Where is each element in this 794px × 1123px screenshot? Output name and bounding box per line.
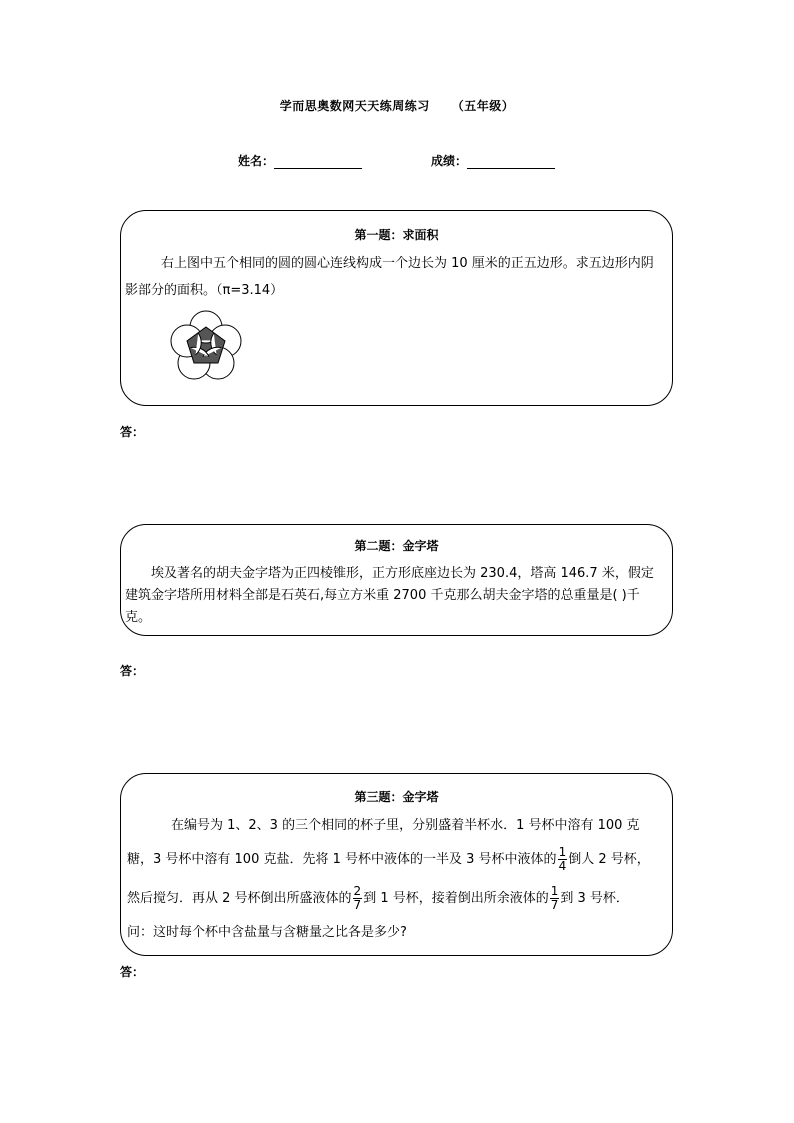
- question-3-line-2: [127, 846, 667, 874]
- grade-label: （五年级）: [451, 99, 515, 113]
- question-1-box: [120, 210, 673, 406]
- fraction-2-numerator: 2: [353, 884, 362, 898]
- title-text: 学而思奥数网天天练周练习: [279, 99, 430, 113]
- fraction-two-sevenths: [353, 885, 363, 912]
- question-1-text: 右上图中五个相同的圆的圆心连线构成一个边长为 10 厘米的正五边形。求五边形内阴影部分的面积。（π=3.14）: [125, 256, 654, 298]
- page-title: [0, 97, 794, 114]
- line-3-text-b: 到 1 号杯，接着倒出所余液体的: [363, 891, 549, 906]
- question-3-line-4: 问：这时每个杯中含盐量与含糖量之比各是多少?: [127, 925, 407, 940]
- score-blank[interactable]: [467, 155, 555, 169]
- name-field: [238, 150, 362, 169]
- answer-1-label: 答：: [120, 425, 145, 439]
- line-2-text-b: 倒人 2 号杯，: [568, 852, 650, 867]
- question-3-line-1: 在编号为 1、2、3 的三个相同的杯子里，分别盛着半杯水．1 号杯中溶有 100 克: [171, 818, 640, 833]
- fraction-1-denominator: 4: [558, 859, 567, 873]
- answer-2-label: 答：: [120, 664, 145, 678]
- name-blank[interactable]: [274, 155, 362, 169]
- question-1-title: 第一题：求面积: [354, 228, 439, 242]
- line-3-text-c: 到 3 号杯．: [560, 891, 629, 906]
- question-3-line-3: [127, 885, 667, 913]
- question-2-title: 第二题：金字塔: [354, 539, 439, 553]
- question-2-text: 埃及著名的胡夫金字塔为正四棱锥形，正方形底座边长为 230.4，塔高 146.7 米，假定建筑金字塔所用材料全部是石英石,每立方米重 2700 千克那么胡夫金字塔的总重量是( )千克。: [125, 566, 654, 625]
- fraction-1-numerator: 1: [558, 845, 567, 859]
- question-3-box: [120, 773, 673, 956]
- fraction-one-quarter: [558, 846, 568, 873]
- answer-3-label: 答：: [120, 965, 145, 979]
- line-2-text-a: 糖，3 号杯中溶有 100 克盐．先将 1 号杯中液体的一半及 3 号杯中液体的: [127, 852, 557, 867]
- pentagon-circles-figure: [169, 307, 245, 387]
- line-3-text-a: 然后搅匀．再从 2 号杯倒出所盛液体的: [127, 891, 352, 906]
- question-3-title: 第三题：金字塔: [354, 790, 439, 804]
- name-label: 姓名：: [238, 154, 275, 168]
- fraction-3-denominator: 7: [550, 898, 559, 912]
- score-field: [431, 150, 555, 169]
- fraction-3-numerator: 1: [550, 884, 559, 898]
- fraction-2-denominator: 7: [353, 898, 362, 912]
- score-label: 成绩：: [431, 154, 468, 168]
- question-2-box: [120, 524, 673, 636]
- fraction-one-seventh: [550, 885, 560, 912]
